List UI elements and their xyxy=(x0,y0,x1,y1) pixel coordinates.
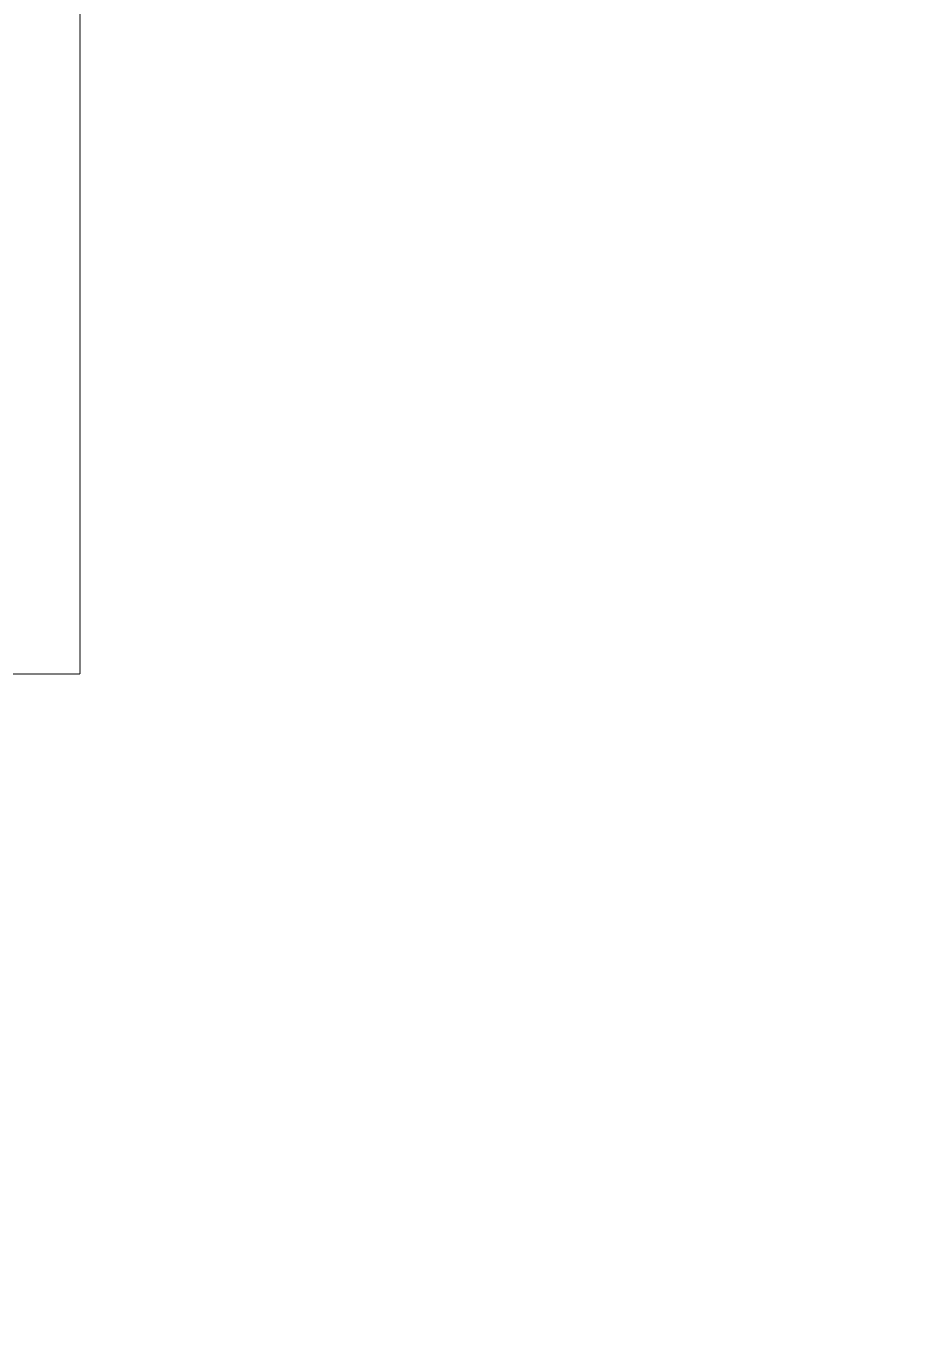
rotated-sheet xyxy=(0,14,80,1354)
